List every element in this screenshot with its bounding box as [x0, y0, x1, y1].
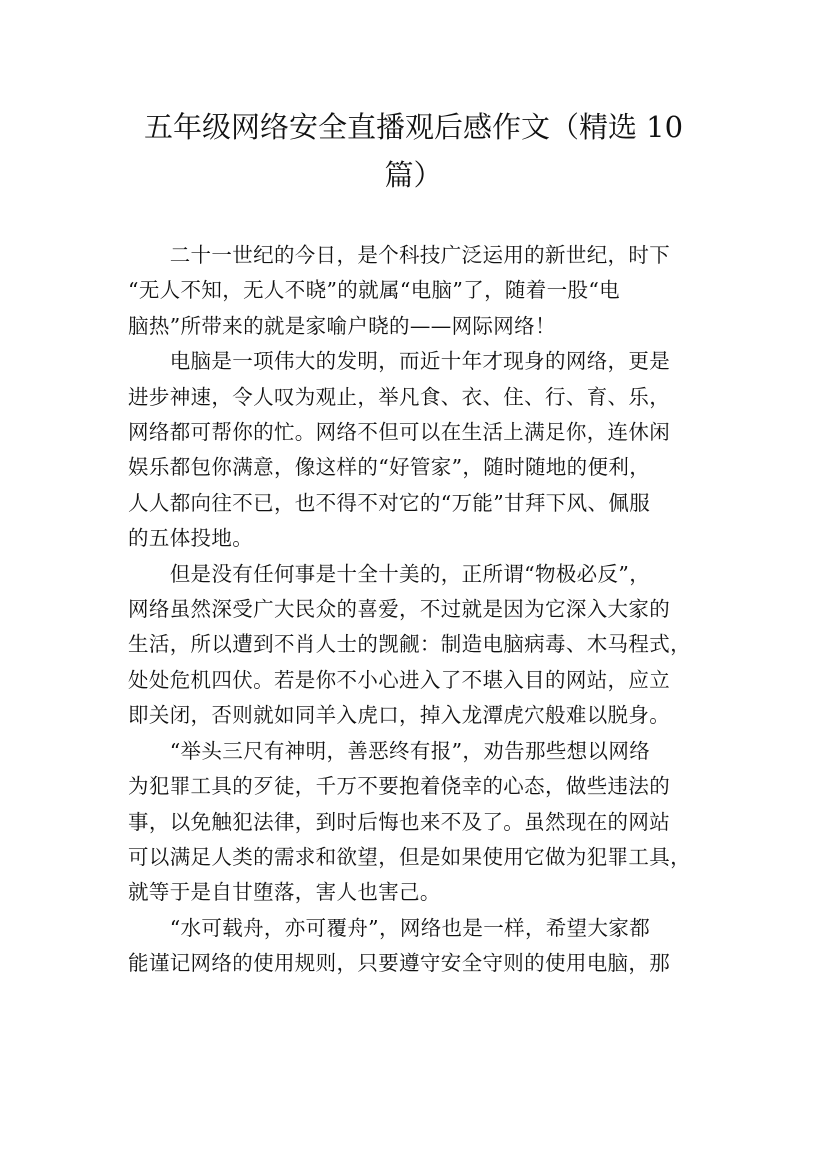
text-line: 人人都向往不已，也不得不对它的“万能”甘拜下风、佩服 [128, 490, 651, 515]
paragraph [128, 734, 718, 911]
text-line: 可以满足人类的需求和欲望，但是如果使用它做为犯罪工具， [128, 844, 691, 869]
text-line: 进步神速，令人叹为观止，举凡食、衣、住、行、育、乐， [128, 384, 671, 409]
document-body [128, 238, 718, 982]
text-line: 处处危机四伏。若是你不小心进入了不堪入目的网站，应立 [128, 667, 671, 692]
text-line: 就等于是自甘堕落，害人也害己。 [128, 880, 441, 905]
text-line: “水可载舟，亦可覆舟”，网络也是一样，希望大家都 [128, 915, 651, 940]
paragraph [128, 344, 718, 556]
text-line: “举头三尺有神明，善恶终有报”，劝告那些想以网络 [128, 738, 651, 763]
text-line: 能谨记网络的使用规则，只要遵守安全守则的使用电脑，那 [128, 951, 671, 976]
title-line: 篇） [384, 158, 443, 192]
text-line: 事，以免触犯法律，到时后悔也来不及了。虽然现在的网站 [128, 809, 671, 834]
paragraph [128, 911, 718, 982]
text-line: 电脑是一项伟大的发明，而近十年才现身的网络，更是 [128, 349, 671, 374]
text-line: 二十一世纪的今日，是个科技广泛运用的新世纪，时下 [128, 243, 671, 267]
paragraph [128, 557, 718, 734]
text-line: 但是没有任何事是十全十美的，正所谓“物极必反”， [128, 561, 651, 586]
document-title [100, 103, 727, 199]
title-line: 五年级网络安全直播观后感作文（精选 10 [143, 110, 684, 144]
text-line: 网络都可帮你的忙。网络不但可以在生活上满足你，连休闲 [128, 420, 671, 445]
paragraph [128, 238, 718, 344]
text-line: 网络虽然深受广大民众的喜爱，不过就是因为它深入大家的 [128, 597, 671, 622]
text-line: 为犯罪工具的歹徒，千万不要抱着侥幸的心态，做些违法的 [128, 774, 671, 799]
text-line: 脑热”所带来的就是家喻户晓的——网际网络！ [128, 313, 556, 338]
text-line: 娱乐都包你满意，像这样的“好管家”，随时随地的便利， [128, 455, 651, 480]
text-line: “无人不知，无人不晓”的就属“电脑”了，随着一股“电 [128, 278, 620, 303]
text-line: 生活，所以遭到不肖人士的觊觎：制造电脑病毒、木马程式， [128, 632, 691, 657]
text-line: 即关闭，否则就如同羊入虎口，掉入龙潭虎穴般难以脱身。 [128, 703, 671, 728]
text-line: 的五体投地。 [128, 526, 254, 551]
